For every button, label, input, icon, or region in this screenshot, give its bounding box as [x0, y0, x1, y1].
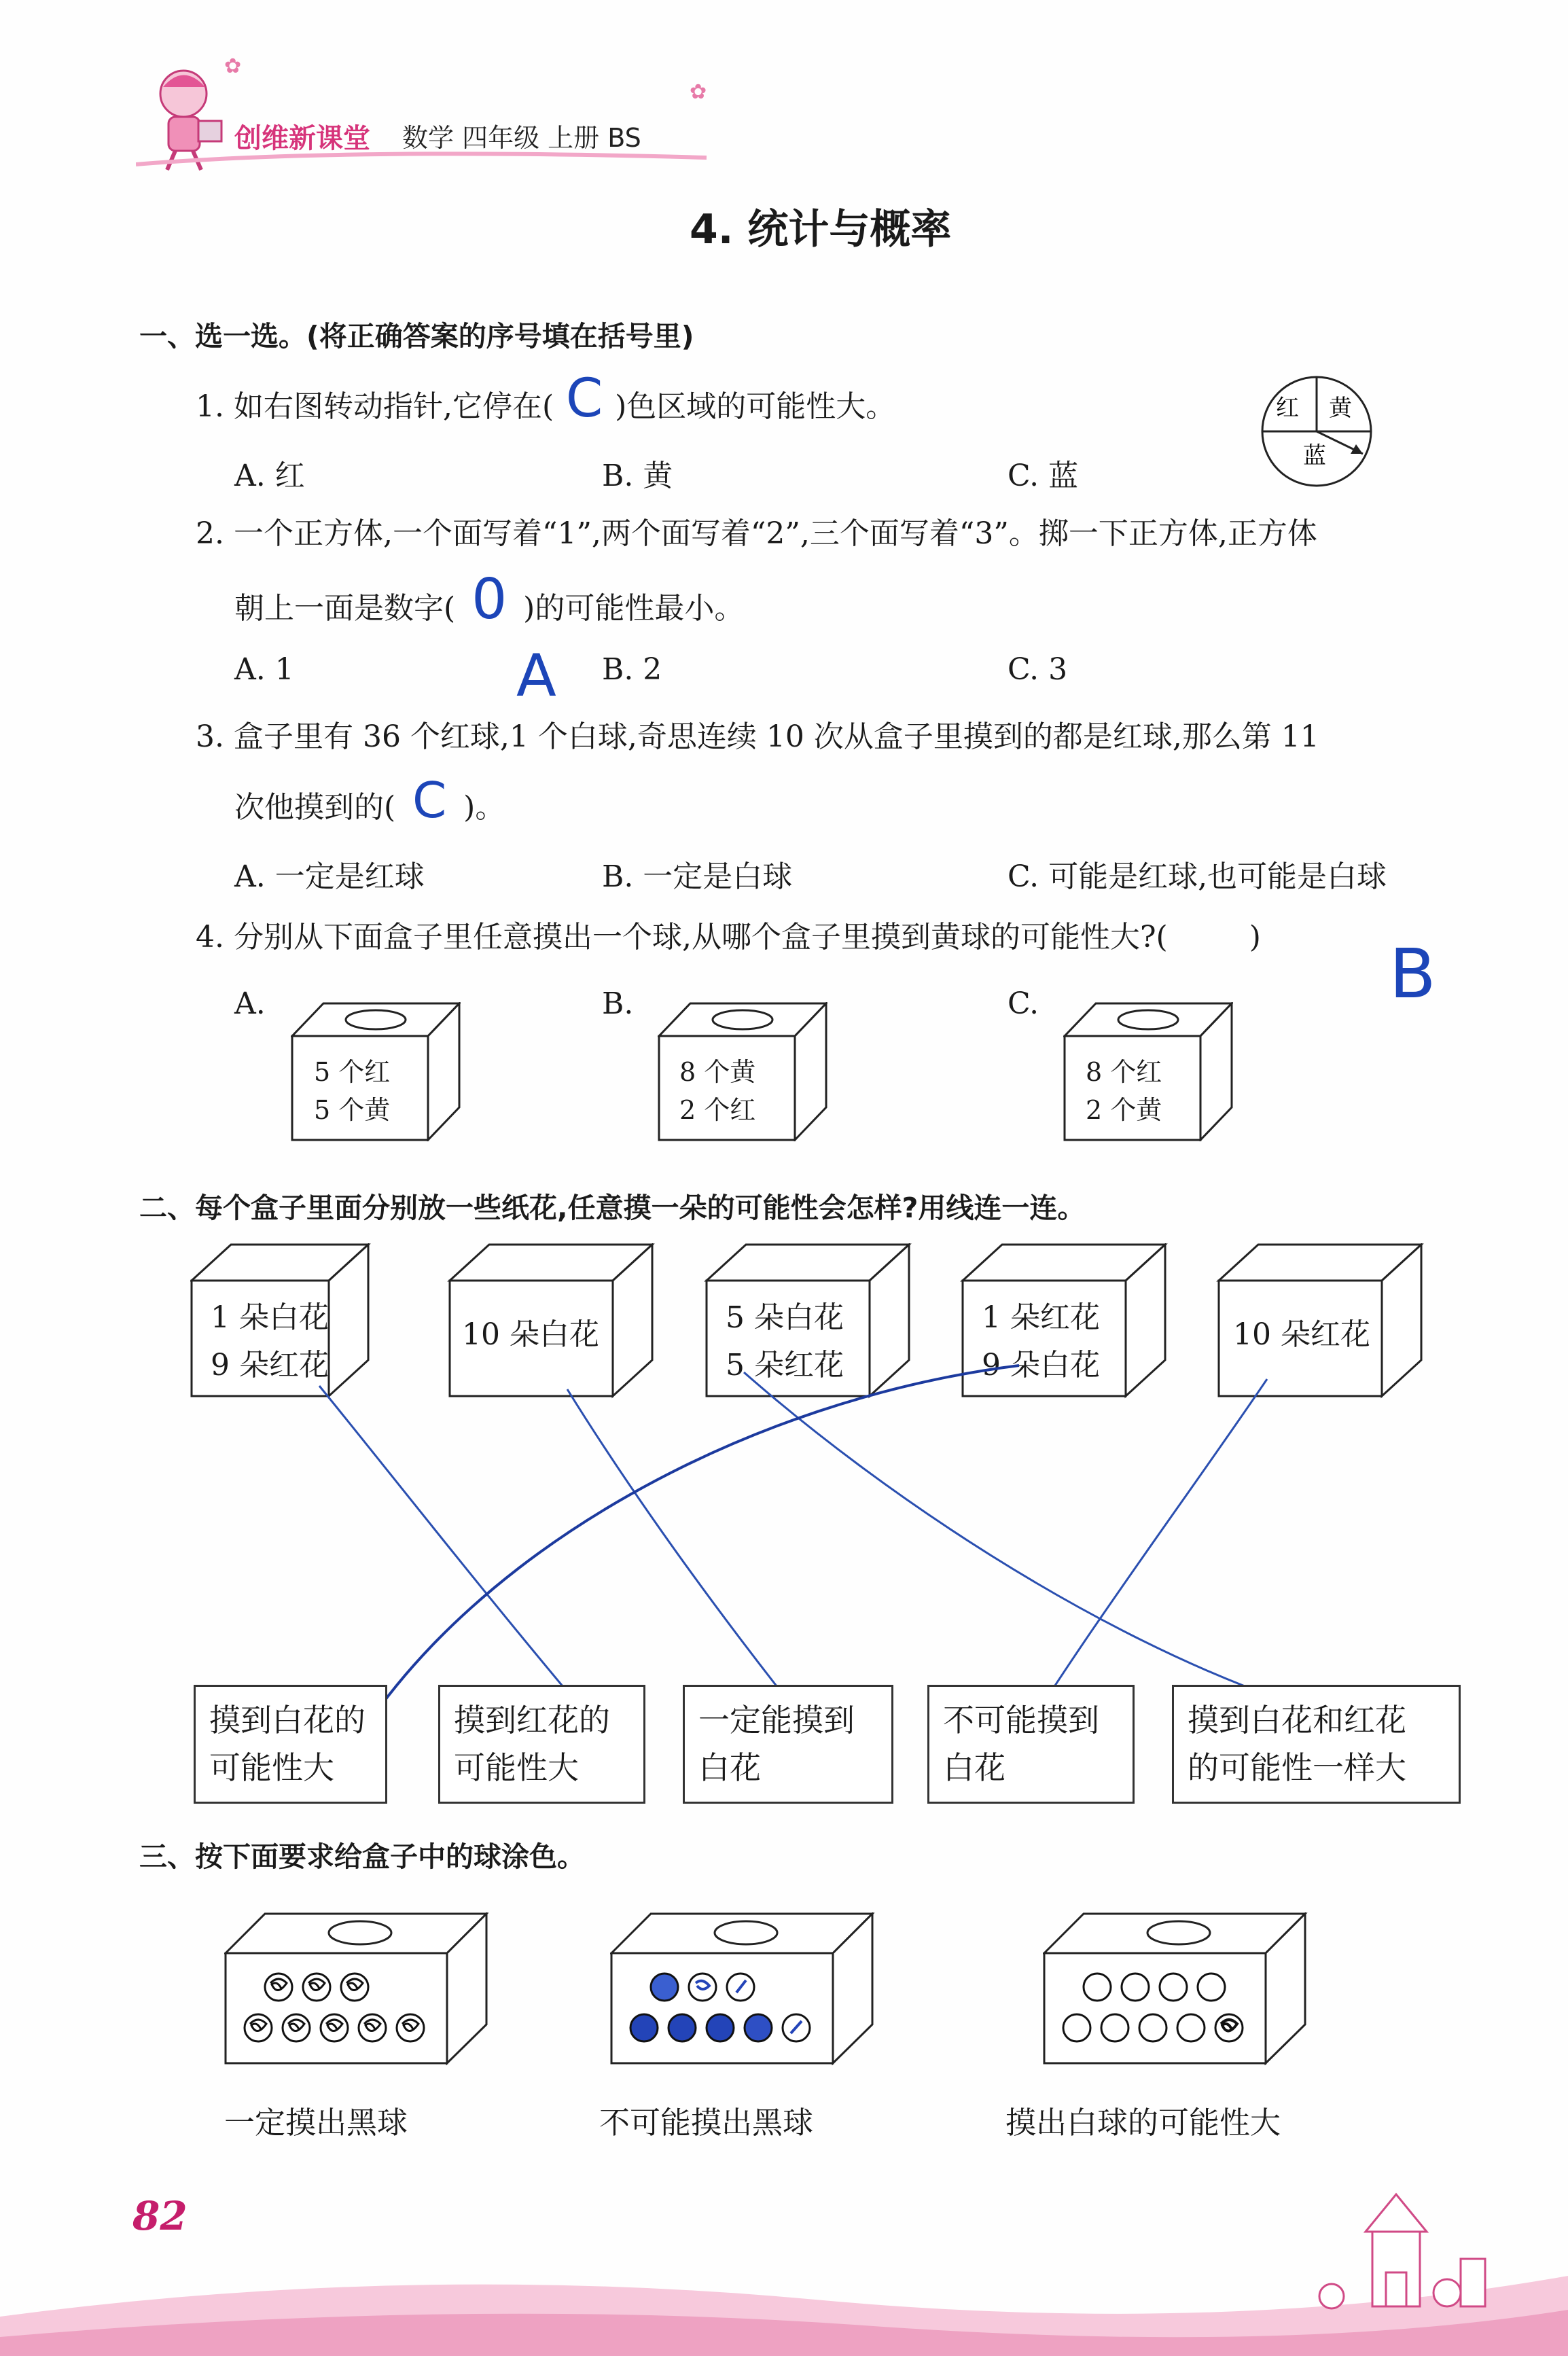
flower-box-1-text: 1 朵白花 9 朵红花 — [211, 1300, 329, 1382]
ball-box-3-caption: 摸出白球的可能性大 — [1005, 2105, 1281, 2141]
q3-option-a[interactable]: A. 一定是红球 — [234, 859, 425, 894]
q2-line2: 朝上一面是数字( 0 )的可能性最小。 — [234, 567, 745, 632]
q2-answer-extra: A — [516, 642, 556, 710]
match-line-3 — [744, 1372, 1277, 1698]
flower-box-2-text: 10 朵白花 — [462, 1317, 599, 1352]
page-number: 82 — [132, 2193, 188, 2239]
section2-heading: 二、每个盒子里面分别放一些纸花,任意摸一朵的可能性会怎样?用线连一连。 — [139, 1192, 1086, 1224]
q2-answer[interactable]: 0 — [471, 567, 507, 632]
answer-box-2[interactable]: 摸到红花的 可能性大 — [438, 1685, 645, 1804]
answer-box-5[interactable]: 摸到白花和红花 的可能性一样大 — [1172, 1685, 1461, 1804]
star-icon: ✿ — [224, 54, 242, 78]
q4-box-c-label: C. — [1008, 986, 1039, 1021]
ball-box-3 — [1043, 1912, 1308, 2065]
q4-box-c-contents: 8 个红 2 个黄 — [1086, 1057, 1162, 1125]
q3-option-b[interactable]: B. 一定是白球 — [602, 859, 793, 894]
ball-box-2-caption: 不可能摸出黑球 — [599, 2105, 814, 2141]
ball-box-1-caption: 一定摸出黑球 — [224, 2105, 408, 2141]
section1-heading: 一、选一选。(将正确答案的序号填在括号里) — [139, 320, 694, 353]
q1-option-c[interactable]: C. 蓝 — [1008, 459, 1079, 493]
q3-answer[interactable]: C — [412, 772, 447, 829]
header-brand: 创维新课堂 — [234, 123, 370, 154]
q3-line1: 3. 盒子里有 36 个红球,1 个白球,奇思连续 10 次从盒子里摸到的都是红球,那么第 11 — [196, 719, 1319, 754]
spinner-blue: 蓝 — [1303, 442, 1326, 469]
q4-answer[interactable]: B — [1389, 934, 1436, 1014]
q2-option-c[interactable]: C. 3 — [1008, 652, 1068, 687]
ball-box-1 — [224, 1912, 489, 2065]
q4-box-a-label: A. — [234, 986, 266, 1021]
q1-option-b[interactable]: B. 黄 — [602, 459, 673, 493]
star-icon: ✿ — [690, 80, 707, 104]
flower-box-4-text: 1 朵红花 9 朵白花 — [982, 1300, 1100, 1382]
answer-box-3[interactable]: 一定能摸到 白花 — [683, 1685, 893, 1804]
page-title: 4. 统计与概率 — [690, 206, 952, 253]
q2-line1: 2. 一个正方体,一个面写着“1”,两个面写着“2”,三个面写着“3”。掷一下正方体,正方体 — [196, 516, 1317, 551]
flower-box-3-text: 5 朵白花 5 朵红花 — [726, 1300, 844, 1382]
answer-box-1[interactable]: 摸到白花的 可能性大 — [194, 1685, 387, 1804]
header-subtitle: 数学 四年级 上册 BS — [402, 123, 641, 153]
q1-text: 1. 如右图转动指针,它停在( C )色区域的可能性大。 — [196, 368, 896, 429]
q2-option-b[interactable]: B. 2 — [602, 652, 662, 687]
castle-illustration — [1291, 2191, 1495, 2327]
flower-box-5-text: 10 朵红花 — [1233, 1317, 1370, 1352]
q3-option-c[interactable]: C. 可能是红球,也可能是白球 — [1008, 859, 1387, 894]
q4-box-b-contents: 8 个黄 2 个红 — [679, 1057, 756, 1125]
ball-box-2 — [610, 1912, 875, 2065]
q4-text: 4. 分别从下面盒子里任意摸出一个球,从哪个盒子里摸到黄球的可能性大?( ) — [196, 920, 1261, 954]
q3-line2: 次他摸到的( C )。 — [234, 772, 505, 829]
q2-option-a[interactable]: A. 1 — [234, 652, 294, 687]
q4-box-a-contents: 5 个红 5 个黄 — [314, 1057, 391, 1125]
section3-heading: 三、按下面要求给盒子中的球涂色。 — [139, 1840, 585, 1873]
q1-answer[interactable]: C — [565, 368, 603, 429]
spinner-red: 红 — [1276, 395, 1299, 422]
q1-option-a[interactable]: A. 红 — [234, 459, 305, 493]
spinner-yellow: 黄 — [1329, 395, 1352, 422]
answer-box-4[interactable]: 不可能摸到 白花 — [927, 1685, 1135, 1804]
q4-box-b-label: B. — [602, 986, 634, 1021]
